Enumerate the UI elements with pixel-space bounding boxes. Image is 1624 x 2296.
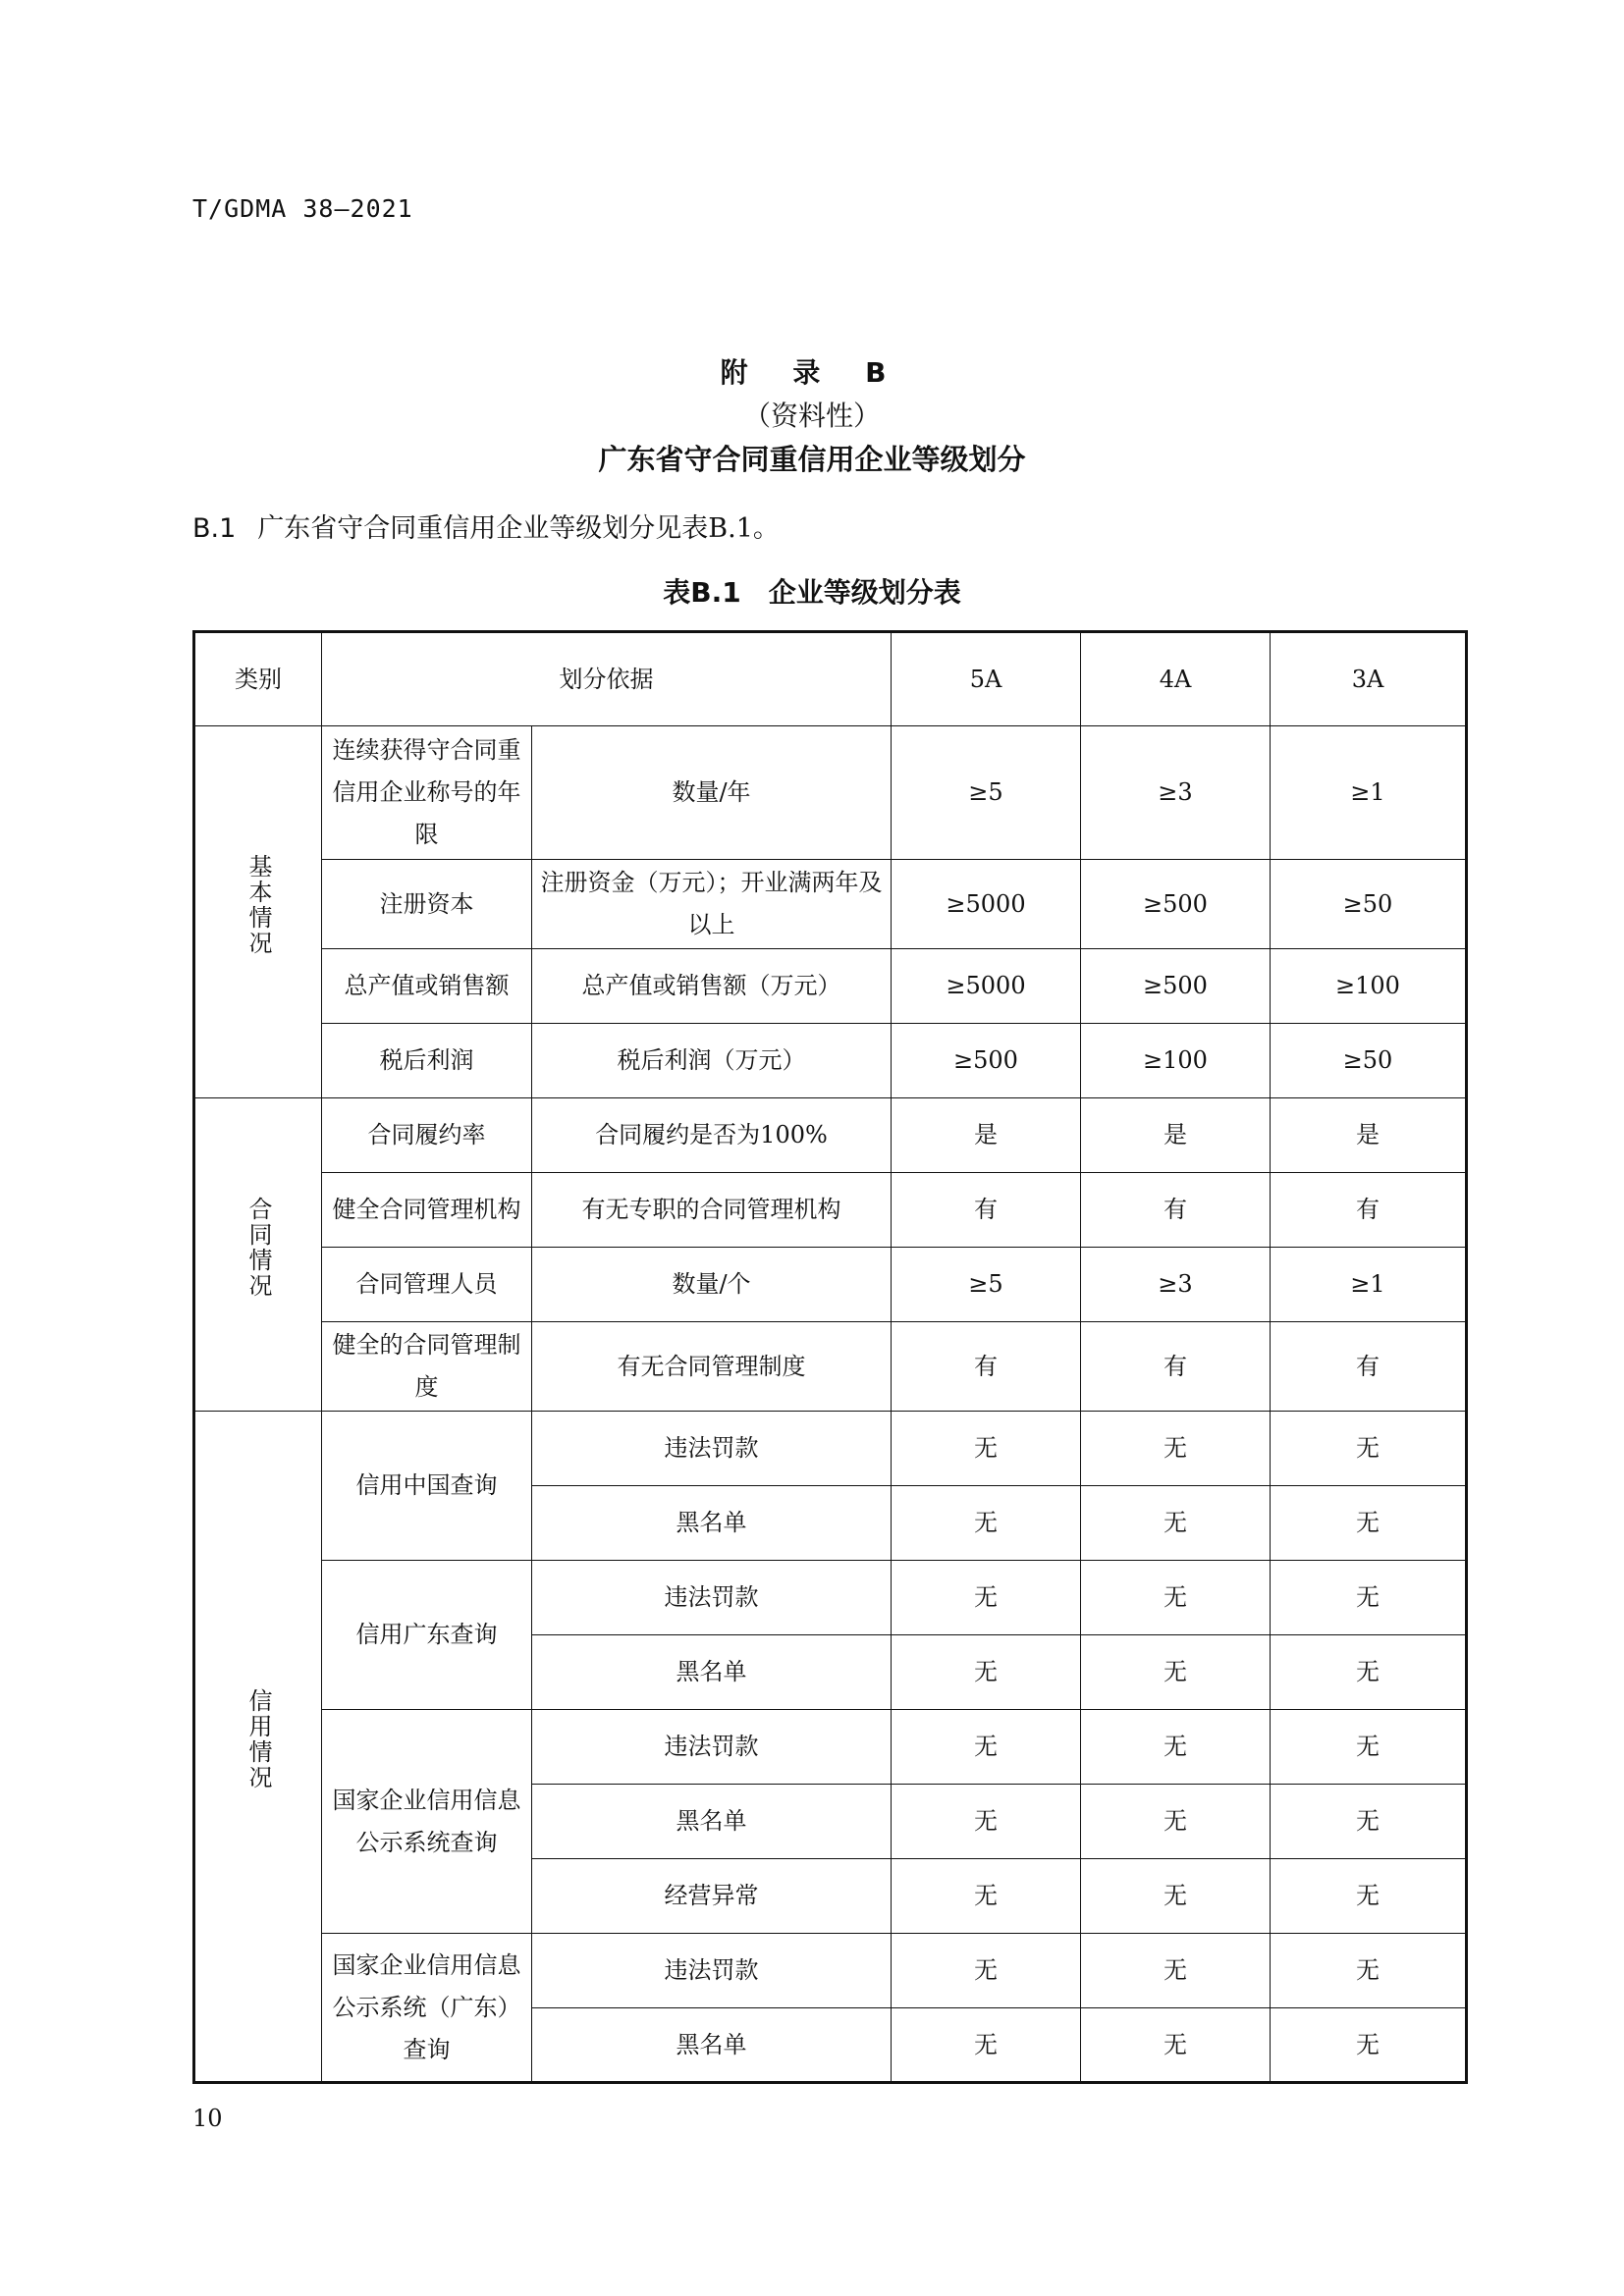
group-basic: 基本情况 xyxy=(194,726,322,1098)
row-value-5a: 无 xyxy=(892,2008,1081,2083)
row-value-5a: 是 xyxy=(892,1098,1081,1173)
table-row xyxy=(194,726,1467,860)
header-basis: 划分依据 xyxy=(322,632,892,726)
row-measure: 有无合同管理制度 xyxy=(532,1322,892,1412)
row-measure: 违法罚款 xyxy=(532,1412,892,1486)
row-value-3a: ≥1 xyxy=(1271,726,1467,860)
row-item: 健全合同管理机构 xyxy=(322,1173,532,1248)
header-grade-5a: 5A xyxy=(892,632,1081,726)
row-value-3a: ≥50 xyxy=(1271,860,1467,949)
page-number: 10 xyxy=(192,2105,223,2132)
row-value-4a: 无 xyxy=(1081,1859,1271,1934)
table-row xyxy=(194,1710,1467,1785)
row-item: 国家企业信用信息公示系统查询 xyxy=(322,1710,532,1934)
row-measure: 数量/个 xyxy=(532,1248,892,1322)
row-value-4a: ≥3 xyxy=(1081,1248,1271,1322)
row-value-4a: ≥500 xyxy=(1081,860,1271,949)
row-value-3a: ≥1 xyxy=(1271,1248,1467,1322)
row-value-3a: 有 xyxy=(1271,1322,1467,1412)
row-value-5a: 无 xyxy=(892,1859,1081,1934)
row-item: 税后利润 xyxy=(322,1024,532,1098)
row-value-3a: 有 xyxy=(1271,1173,1467,1248)
row-value-4a: 无 xyxy=(1081,1561,1271,1635)
row-item: 总产值或销售额 xyxy=(322,949,532,1024)
row-item: 国家企业信用信息公示系统（广东）查询 xyxy=(322,1934,532,2083)
row-item: 注册资本 xyxy=(322,860,532,949)
row-item: 合同管理人员 xyxy=(322,1248,532,1322)
table-caption-number: 表B.1 xyxy=(663,576,741,609)
row-value-3a: 是 xyxy=(1271,1098,1467,1173)
table-row xyxy=(194,1098,1467,1173)
header-category: 类别 xyxy=(194,632,322,726)
row-value-4a: ≥100 xyxy=(1081,1024,1271,1098)
table-row xyxy=(194,1322,1467,1412)
row-measure: 有无专职的合同管理机构 xyxy=(532,1173,892,1248)
group-credit: 信用情况 xyxy=(194,1412,322,2083)
grade-table xyxy=(192,630,1468,2084)
row-measure: 黑名单 xyxy=(532,1635,892,1710)
table-caption xyxy=(0,571,1624,611)
row-item: 健全的合同管理制度 xyxy=(322,1322,532,1412)
row-value-3a: 无 xyxy=(1271,1934,1467,2008)
row-value-3a: 无 xyxy=(1271,1859,1467,1934)
document-code: T/GDMA 38—2021 xyxy=(192,194,413,223)
row-value-3a: 无 xyxy=(1271,1561,1467,1635)
row-value-5a: 无 xyxy=(892,1710,1081,1785)
row-value-3a: 无 xyxy=(1271,1710,1467,1785)
row-value-3a: 无 xyxy=(1271,1486,1467,1561)
row-value-5a: 无 xyxy=(892,1561,1081,1635)
appendix-title: 广东省守合同重信用企业等级划分 xyxy=(598,443,1026,476)
row-value-3a: 无 xyxy=(1271,1412,1467,1486)
row-measure: 经营异常 xyxy=(532,1859,892,1934)
row-value-4a: 有 xyxy=(1081,1173,1271,1248)
row-value-4a: ≥500 xyxy=(1081,949,1271,1024)
table-header-row xyxy=(194,632,1467,726)
clause-text: 广东省守合同重信用企业等级划分见表B.1。 xyxy=(257,513,780,544)
table-row xyxy=(194,1173,1467,1248)
table-row xyxy=(194,1412,1467,1486)
row-value-4a: 无 xyxy=(1081,1934,1271,2008)
table-row xyxy=(194,1934,1467,2008)
row-item: 信用中国查询 xyxy=(322,1412,532,1561)
header-grade-3a: 3A xyxy=(1271,632,1467,726)
group-contract: 合同情况 xyxy=(194,1098,322,1412)
row-value-5a: ≥5 xyxy=(892,726,1081,860)
row-measure: 税后利润（万元） xyxy=(532,1024,892,1098)
row-measure: 违法罚款 xyxy=(532,1934,892,2008)
table-row xyxy=(194,1561,1467,1635)
row-value-3a: 无 xyxy=(1271,1785,1467,1859)
table-row xyxy=(194,949,1467,1024)
row-value-5a: ≥5 xyxy=(892,1248,1081,1322)
row-value-4a: 有 xyxy=(1081,1322,1271,1412)
row-value-3a: ≥50 xyxy=(1271,1024,1467,1098)
row-measure: 数量/年 xyxy=(532,726,892,860)
row-measure: 黑名单 xyxy=(532,2008,892,2083)
row-value-3a: ≥100 xyxy=(1271,949,1467,1024)
row-value-4a: 无 xyxy=(1081,1785,1271,1859)
row-value-5a: 无 xyxy=(892,1486,1081,1561)
row-item: 合同履约率 xyxy=(322,1098,532,1173)
row-value-5a: ≥5000 xyxy=(892,949,1081,1024)
row-value-5a: 有 xyxy=(892,1173,1081,1248)
row-value-5a: 无 xyxy=(892,1412,1081,1486)
row-value-5a: ≥500 xyxy=(892,1024,1081,1098)
row-value-4a: 无 xyxy=(1081,2008,1271,2083)
row-value-4a: 无 xyxy=(1081,1412,1271,1486)
row-measure: 黑名单 xyxy=(532,1785,892,1859)
table-row xyxy=(194,1024,1467,1098)
row-measure: 注册资金（万元）；开业满两年及以上 xyxy=(532,860,892,949)
appendix-nature: （资料性） xyxy=(742,400,881,432)
row-value-5a: ≥5000 xyxy=(892,860,1081,949)
row-value-5a: 无 xyxy=(892,1785,1081,1859)
table-row xyxy=(194,860,1467,949)
table-row xyxy=(194,1248,1467,1322)
row-value-4a: 是 xyxy=(1081,1098,1271,1173)
row-item: 信用广东查询 xyxy=(322,1561,532,1710)
table-caption-title: 企业等级划分表 xyxy=(768,576,961,609)
row-value-4a: 无 xyxy=(1081,1710,1271,1785)
clause-number: B.1 xyxy=(192,513,237,544)
row-value-5a: 有 xyxy=(892,1322,1081,1412)
appendix-label: 附 录 B xyxy=(720,356,904,389)
row-value-3a: 无 xyxy=(1271,2008,1467,2083)
row-measure: 违法罚款 xyxy=(532,1561,892,1635)
row-item: 连续获得守合同重信用企业称号的年限 xyxy=(322,726,532,860)
row-measure: 合同履约是否为100% xyxy=(532,1098,892,1173)
row-value-4a: 无 xyxy=(1081,1635,1271,1710)
row-measure: 黑名单 xyxy=(532,1486,892,1561)
clause-b1 xyxy=(192,507,780,545)
row-value-3a: 无 xyxy=(1271,1635,1467,1710)
row-value-5a: 无 xyxy=(892,1635,1081,1710)
row-value-4a: ≥3 xyxy=(1081,726,1271,860)
row-value-5a: 无 xyxy=(892,1934,1081,2008)
row-measure: 违法罚款 xyxy=(532,1710,892,1785)
row-value-4a: 无 xyxy=(1081,1486,1271,1561)
header-grade-4a: 4A xyxy=(1081,632,1271,726)
row-measure: 总产值或销售额（万元） xyxy=(532,949,892,1024)
